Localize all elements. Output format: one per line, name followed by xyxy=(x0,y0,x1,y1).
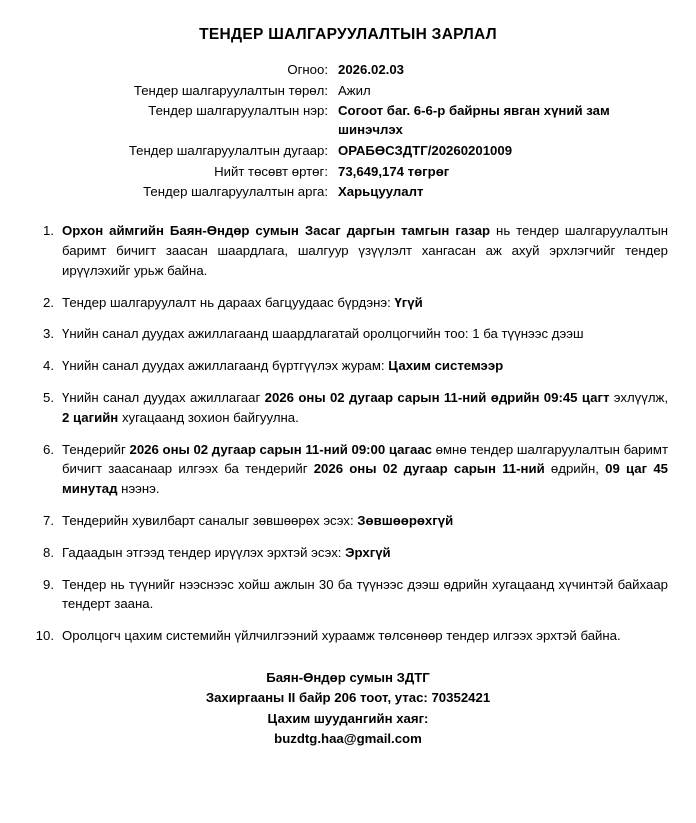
clause-text: Тендер нь түүнийг нээснээс хойш ажлын 30 ба түүнээс дээш өдрийн хугацаанд хүчинтэй байхаар тендерт заана. xyxy=(62,576,668,612)
clause-item xyxy=(28,575,668,615)
clause-number: 1. xyxy=(43,223,54,239)
contact-footer xyxy=(28,668,668,750)
meta-row xyxy=(28,81,668,102)
clause-list xyxy=(28,221,668,646)
clause-text: Үнийн санал дуудах ажиллагааг 2026 оны 02 дугаар сарын 11-ний өдрийн 09:45 цагт эхлүүлж, 2 цагийн хугацаанд зохион байгуулна. xyxy=(62,389,669,425)
meta-label: Тендер шалгаруулалтын нэр: xyxy=(148,103,328,119)
page-title: ТЕНДЕР ШАЛГАРУУЛАЛТЫН ЗАРЛАЛ xyxy=(199,26,497,43)
clause-text: Тендер шалгаруулалт нь дараах багцуудаас бүрдэнэ: Үгүй xyxy=(62,294,423,310)
clause-number: 7. xyxy=(43,512,54,528)
meta-label: Тендер шалгаруулалтын төрөл: xyxy=(133,82,328,98)
meta-row xyxy=(28,60,668,81)
clause-number: 6. xyxy=(43,441,54,457)
clause-text: Гадаадын этгээд тендер ирүүлэх эрхтэй эсэх: Эрхгүй xyxy=(62,544,391,560)
footer-line: buzdtg.haa@gmail.com xyxy=(274,731,422,747)
clause-item xyxy=(28,543,668,563)
meta-label: Тендер шалгаруулалтын дугаар: xyxy=(128,142,328,158)
clause-text: Үнийн санал дуудах ажиллагаанд шаардлагатай оролцогчийн тоо: 1 ба түүнээс дээш xyxy=(62,326,584,342)
meta-row xyxy=(28,162,668,183)
clause-number: 9. xyxy=(43,576,54,592)
meta-value: ОРАБӨСЗДТГ/20260201009 xyxy=(338,142,513,158)
meta-row xyxy=(28,101,668,140)
meta-label: Тендер шалгаруулалтын арга: xyxy=(143,184,328,200)
meta-value: Ажил xyxy=(338,82,371,98)
clause-item xyxy=(28,440,668,499)
clause-item xyxy=(28,388,668,428)
tender-meta-table xyxy=(28,60,668,203)
clause-item xyxy=(28,293,668,313)
clause-number: 8. xyxy=(43,544,54,560)
clause-text: Оролцогч цахим системийн үйлчилгээний хураамж төлсөнөөр тендер илгээх эрхтэй байна. xyxy=(62,628,621,644)
clause-text: Тендерийн хувилбарт саналыг зөвшөөрөх эсэх: Зөвшөөрөхгүй xyxy=(62,512,454,528)
footer-line: Захиргааны II байр 206 тоот, утас: 70352421 xyxy=(205,690,491,706)
footer-line: Баян-Өндөр сумын ЗДТГ xyxy=(266,669,430,685)
clause-item xyxy=(28,221,668,280)
tender-meta-body xyxy=(28,60,668,203)
clause-item xyxy=(28,511,668,531)
clause-text: Тендерийг 2026 оны 02 дугаар сарын 11-ний 09:00 цагаас өмнө тендер шалгаруулалтын баримт бичигт заасанаар илгээх ба тендерийг 2026 оны 02 дугаар сарын 11-ний өдрийн, 09 цаг 45 минутад нээнэ. xyxy=(62,441,669,497)
meta-value: 73,649,174 төгрөг xyxy=(338,163,450,179)
clause-text: Орхон аймгийн Баян-Өндөр сумын Засаг даргын тамгын газар нь тендер шалгаруулалтын баримт бичигт заасан шаардлага, шалгуур үзүүлэлт хангасан аж ахуй эрхлэгчийг тендер ирүүлэхийг урьж байна. xyxy=(62,223,669,278)
clause-number: 2. xyxy=(43,294,54,310)
meta-row xyxy=(28,182,668,203)
clause-text: Үнийн санал дуудах ажиллагаанд бүртгүүлэх журам: Цахим системээр xyxy=(62,358,504,374)
clause-item xyxy=(28,626,668,646)
footer-line: Цахим шуудангийн хаяг: xyxy=(267,710,429,726)
clause-number: 5. xyxy=(43,389,54,405)
clause-item xyxy=(28,324,668,344)
clause-number: 10. xyxy=(35,628,54,644)
meta-label: Огноо: xyxy=(287,62,328,77)
clause-number: 3. xyxy=(43,326,54,342)
meta-value: Согоот баг. 6-6-р байрны явган хүний зам шинэчлэх xyxy=(338,103,610,138)
meta-value: Харьцуулалт xyxy=(338,184,424,200)
clause-item xyxy=(28,356,668,376)
clause-number: 4. xyxy=(43,358,54,374)
meta-row xyxy=(28,141,668,162)
meta-value: 2026.02.03 xyxy=(338,62,405,77)
meta-label: Нийт төсөвт өртөг: xyxy=(214,163,328,179)
